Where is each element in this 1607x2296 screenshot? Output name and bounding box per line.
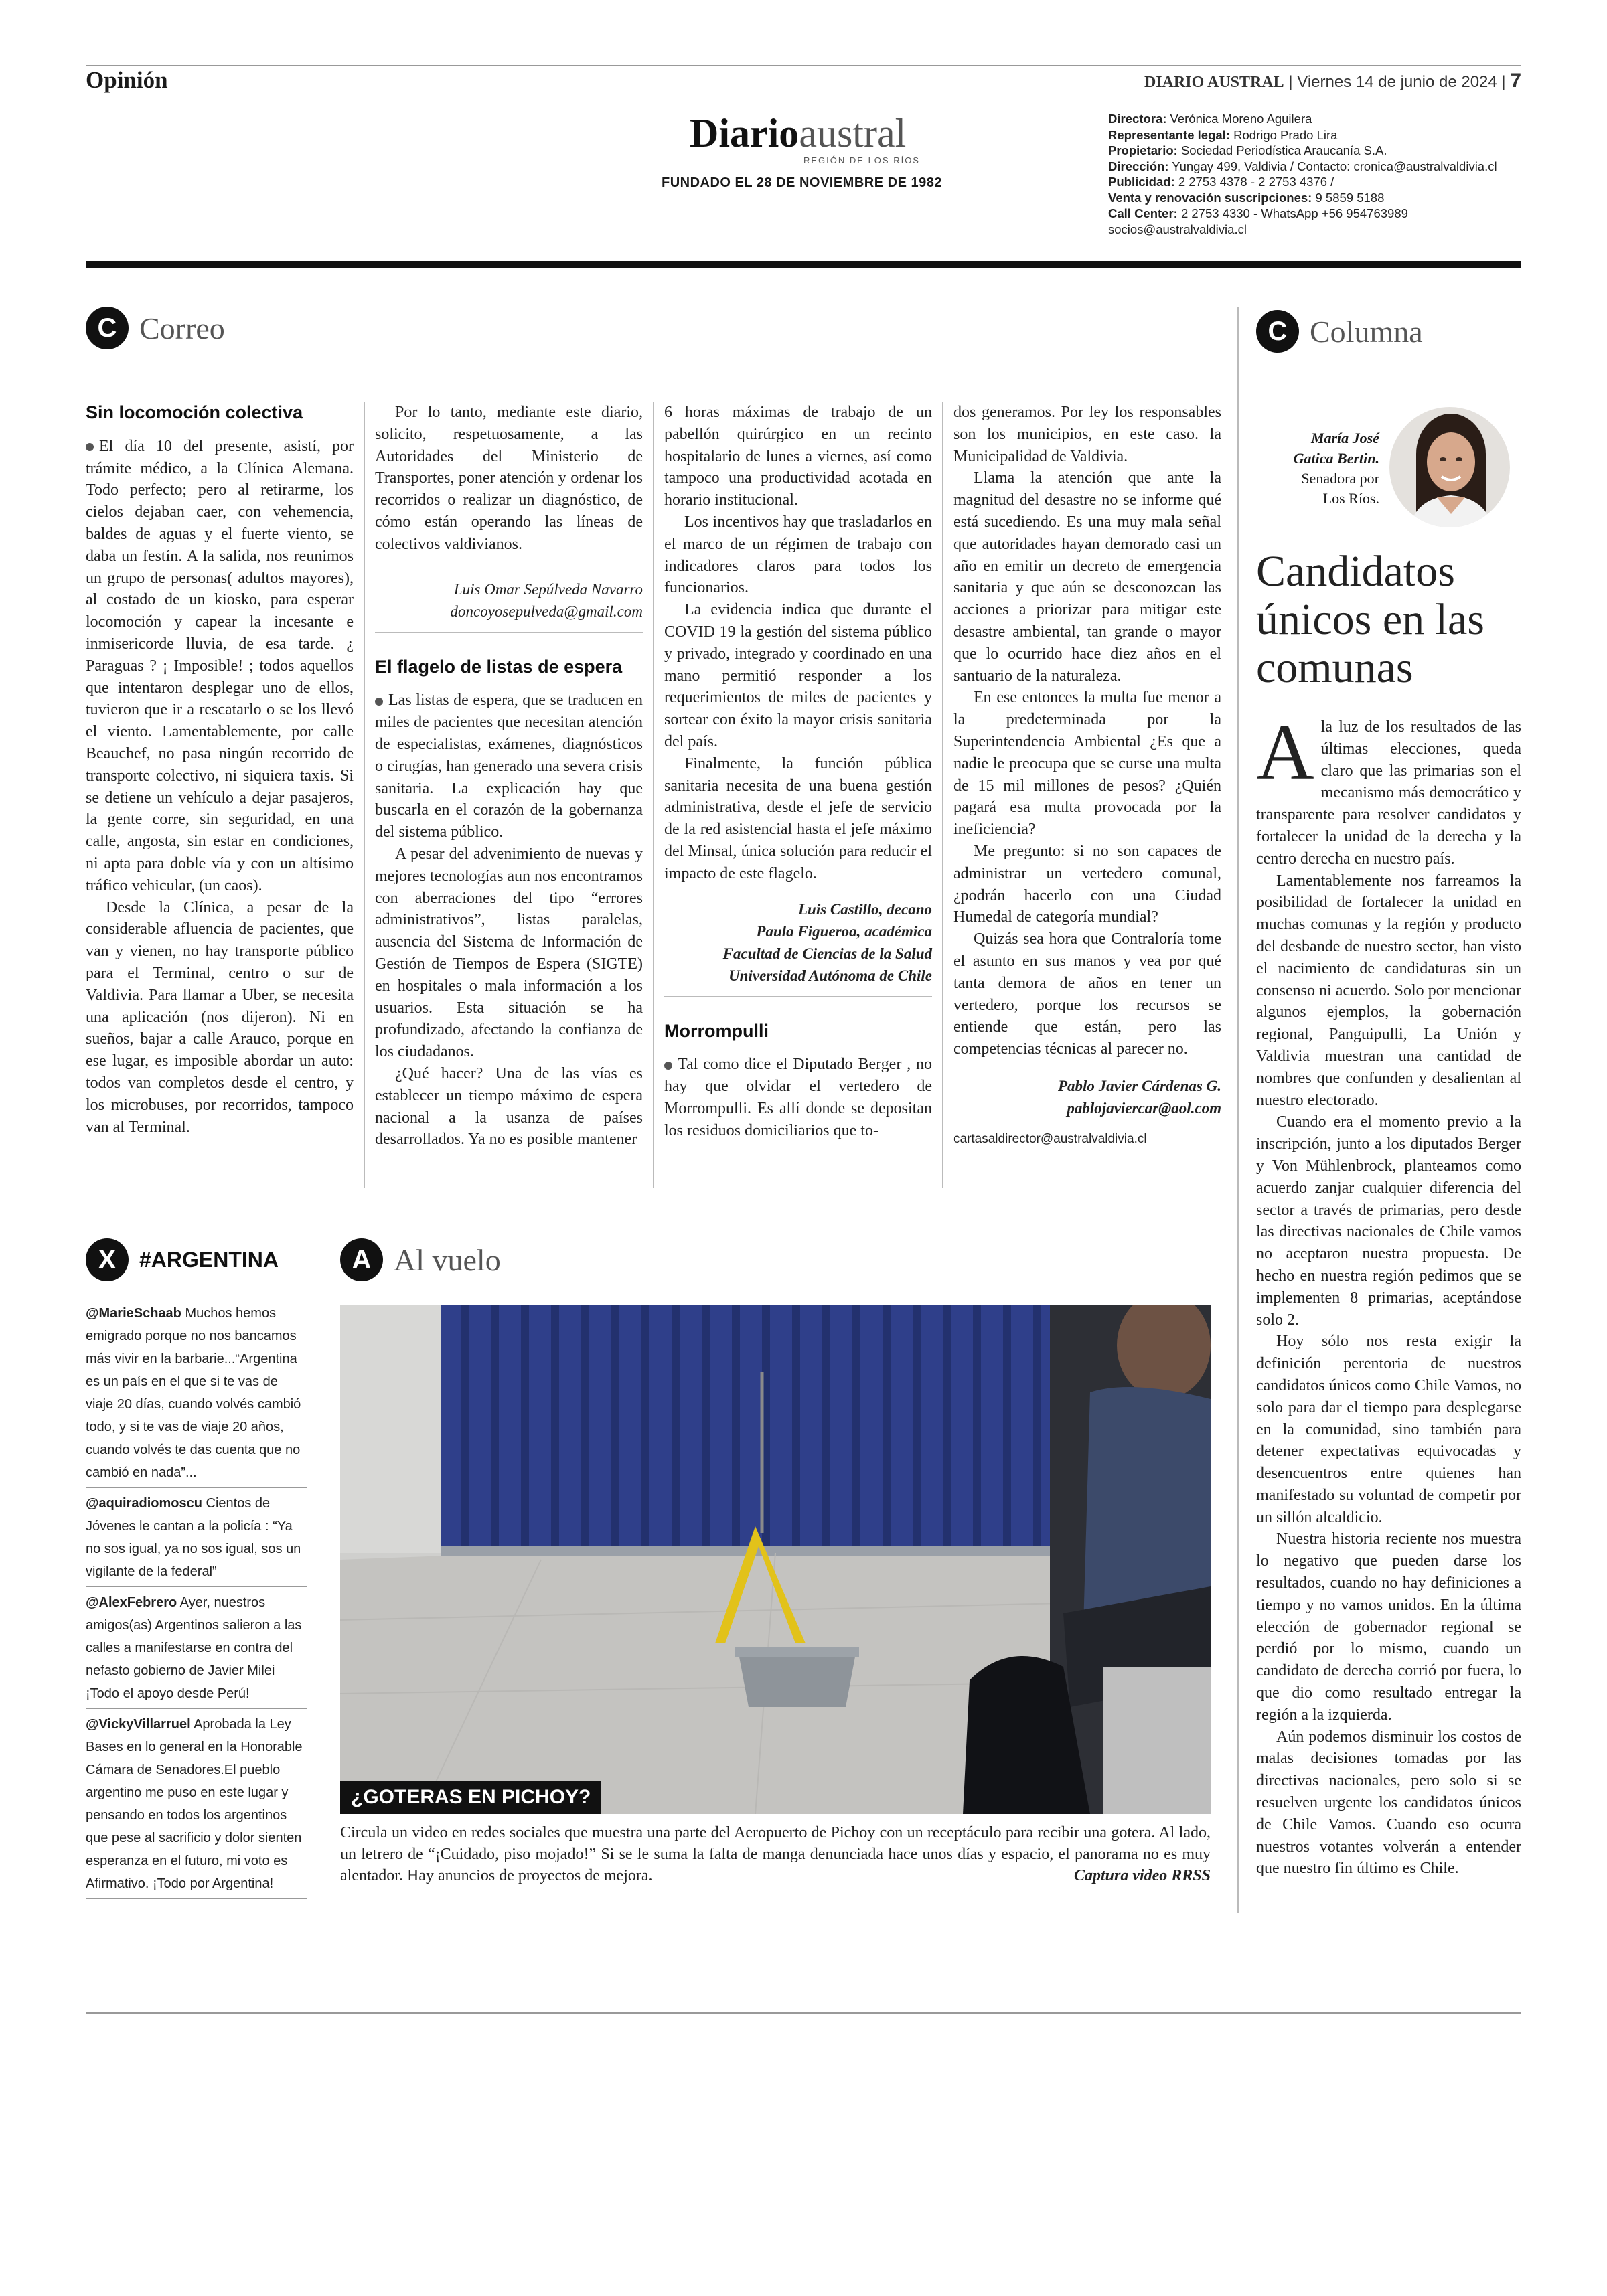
- airport-photo: [340, 1305, 1211, 1814]
- masthead-row: Venta y renovación suscripciones: 9 5859 5188: [1108, 190, 1385, 205]
- tweet-handle[interactable]: @MarieSchaab: [86, 1306, 181, 1321]
- masthead: [1108, 111, 1523, 237]
- letter-divider: [375, 632, 643, 633]
- letter-signature: Luis Omar Sepúlveda Navarro doncoyosepulveda@gmail.com: [450, 580, 643, 620]
- columna-divider: [1237, 307, 1239, 1913]
- letter-signature: Luis Castillo, decano Paula Figueroa, académica Facultad de Ciencias de la Salud Universidad Autónoma de Chile: [722, 900, 932, 984]
- letter-paragraph: dos generamos. Por ley los responsables son los municipios, en este caso. la Municipalidad de Valdivia.: [953, 404, 1221, 465]
- tweet: @aquiradiomoscu Cientos de Jóvenes le cantan a la policía : “Ya no sos igual, ya no sos igual, sos un vigilante de la federal”: [86, 1496, 301, 1579]
- letter-paragraph: 6 horas máximas de trabajo de un pabellón quirúrgico en un recinto hospitalario de lunes a viernes, así como tampoco una productividad acotada en horario institucional.: [664, 404, 932, 509]
- author-role: Senadora por Los Ríos.: [1301, 470, 1379, 507]
- logo-subtitle: REGIÓN DE LOS RÍOS: [804, 155, 920, 165]
- contact-email[interactable]: cartasaldirector@australvaldivia.cl: [953, 1131, 1147, 1146]
- masthead-row: socios@australvaldivia.cl: [1108, 222, 1247, 236]
- letter-paragraph: ¿Qué hacer? Una de las vías es establecer un tiempo máximo de espera nacional a la usanza de países desarrollados. Ya no es posible mantener: [375, 1064, 643, 1149]
- publication-line: DIARIO AUSTRAL | Viernes 14 de junio de 2024 | 7: [1144, 70, 1521, 92]
- column-headline: Candidatos únicos en las comunas: [1256, 547, 1484, 692]
- header-top-rule: [86, 65, 1521, 66]
- tweet-divider: [86, 1586, 307, 1587]
- tweet-divider: [86, 1708, 307, 1709]
- letter-paragraph: A pesar del advenimiento de nuevas y mejores tecnologías aun nos encontramos con aberraciones del tipo “errores administrativos”, listas paralelas, ausencia del Sistema de Información de Gestión de Tiempos de Espera (SIGTE) en hospitales o mala información a los usuarios. Esta situación se ha profundizado, afectando la confianza de los ciudadanos.: [375, 845, 643, 1061]
- letter-paragraph: En ese entonces la multa fue menor a la predeterminada por la Superintendencia Ambiental ¿Es que a nadie le preocupa que se curse una multa de 15 mil millones de pesos? ¿Quién pagará esa multa provocada por la ineficiencia?: [953, 689, 1221, 839]
- letter-paragraph: Los incentivos hay que trasladarlos en el marco de un régimen de trabajo con indicadores claros para todos los funcionarios.: [664, 513, 932, 597]
- letter-paragraph: Las listas de espera, que se traducen en miles de pacientes que necesitan atención de especialistas, exámenes, diagnósticos o cirugías, han generado una severa crisis sanitaria. La explicación hay que buscarla en el corazón de la gobernanza del sistema público.: [375, 691, 643, 841]
- correo-title: Correo: [139, 311, 225, 345]
- letter-paragraph: Tal como dice el Diputado Berger , no hay que olvidar el vertedero de Morrompulli. Es allí donde se depositan los residuos domiciliarios que to-: [664, 1056, 932, 1139]
- masthead-row: Publicidad: 2 2753 4378 - 2 2753 4376 /: [1108, 175, 1334, 189]
- tweet-handle[interactable]: @aquiradiomoscu: [86, 1496, 202, 1511]
- page-number: 7: [1510, 70, 1521, 92]
- correo-icon: C: [86, 307, 129, 349]
- correo-column-4: [953, 402, 1221, 1151]
- al-vuelo-icon: A: [340, 1238, 383, 1281]
- section-label: Opinión: [86, 67, 168, 93]
- masthead-row: Dirección: Yungay 499, Valdivia / Contacto: cronica@australvaldivia.cl: [1108, 159, 1497, 173]
- photo-caption: Circula un video en redes sociales que muestra una parte del Aeropuerto de Pichoy con un receptáculo para recibir una gotera. Al lado, un letrero de “¡Cuidado, piso mojado!” Si se le suma la falta de manga denunciada hace unos días y espacio, el panorama no es muy alentador. Hay anuncios de proyectos de mejora. Captura video RRSS: [340, 1822, 1211, 1886]
- masthead-row: Call Center: 2 2753 4330 - WhatsApp +56 954763989: [1108, 206, 1408, 220]
- column-paragraph: Hoy sólo nos resta exigir la definición perentoria de nuestros candidatos únicos como Chile Vamos, no solo para dar el tiempo para desplegarse en la comunidad, sino también para detener expectativas equivocadas y desencuentros entre quienes han manifestado su voluntad de competir por un sillón alcaldicio.: [1256, 1333, 1521, 1526]
- photo-credit: Captura video RRSS: [1073, 1867, 1211, 1884]
- founded-line: FUNDADO EL 28 DE NOVIEMBRE DE 1982: [662, 175, 942, 190]
- bullet-icon: [664, 1062, 672, 1070]
- correo-column-3: [664, 402, 932, 1142]
- letter-paragraph: Llama la atención que ante la magnitud del desastre no se informe qué está sucediendo. Es una muy mala señal que autoridades hayan demorado casi un año en emitir un decreto de emergencia sanitaria y que aún se desconozcan las acciones a priorizar para mitigar este desastre ambiental, tan grande o mayor que lo ocurrido hace diez años en el santuario de la naturaleza.: [953, 469, 1221, 685]
- tweet-divider: [86, 1898, 307, 1899]
- tweet: @AlexFebrero Ayer, nuestros amigos(as) Argentinos salieron a las calles a manifestarse en contra del nefasto gobierno de Javier Milei ¡Todo el apoyo desde Perú!: [86, 1595, 302, 1701]
- letter-divider: [664, 996, 932, 997]
- x-logo-icon: X: [86, 1238, 129, 1281]
- column-divider: [653, 402, 654, 1188]
- dropcap: A: [1256, 708, 1314, 797]
- letter-paragraph: Me pregunto: si no son capaces de administrar un vertedero comunal, ¿podrán hacerlo con una Ciudad Humedal de categoría mundial?: [953, 842, 1221, 926]
- columna-header: [1256, 310, 1423, 353]
- tweet-handle[interactable]: @VickyVillarruel: [86, 1717, 191, 1732]
- argentina-header: [86, 1238, 279, 1281]
- tweet: @VickyVillarruel Aprobada la Ley Bases en lo general en la Honorable Cámara de Senadores.El pueblo argentino me puso en este lugar y pensando en todos los argentinos que pese al sacrificio y dolor sienten esperanza en el futuro, mi voto es Afirmativo. ¡Todo por Argentina!: [86, 1717, 303, 1891]
- al-vuelo-header: [340, 1238, 501, 1281]
- column-divider: [364, 402, 365, 1188]
- newspaper-logo: Diarioaustral: [690, 111, 907, 155]
- letter-paragraph: Desde la Clínica, a pesar de la considerable afluencia de pacientes, que van y vienen, no hay transporte público para el Terminal, centro o sur de Valdivia. Para llamar a Uber, se necesita una aplicación (nos dijeron). Ni en sueños, bajar a calle Arauco, porque en ese lugar, es imposible abordar un auto: todos van completos desde el centro, y los microbuses, por recorridos, tampoco van al Terminal.: [86, 898, 354, 1136]
- column-paragraph: Nuestra historia reciente nos muestra lo negativo que pueden darse los resultados, cuando no hay definiciones a tiempo y no vamos unidos. En la última elección de gobernador regional se perdió por lo mismo, cuando un candidato de derecha corrió por fuera, lo que dio como resultado entregar la región a la izquierda.: [1256, 1530, 1521, 1724]
- column-paragraph: Cuando era el momento previo a la inscripción, junto a los diputados Berger y Von Mühlenbrock, planteamos como acuerdo zanjar cualquier diferencia del sector a través de primarias, pero desde las directivas nacionales de Chile vamos no aceptaron nuestra propuesta. De hecho en nuestra región pedimos que se implementen 8 primarias, aceptándose solo 2.: [1256, 1113, 1521, 1329]
- tweet-list: [86, 1302, 307, 1903]
- publication-date: Viernes 14 de junio de 2024: [1297, 73, 1497, 91]
- letter-paragraph: Finalmente, la función pública sanitaria necesita de una buena gestión administrativa, desde el jefe de servicio de la red asistencial hasta el jefe máximo del Minsal, única solución para reducir el impacto de este flagelo.: [664, 754, 932, 882]
- letter-paragraph: La evidencia indica que durante el COVID 19 la gestión del sistema público y privado, integrado y coordinado en una mano permitió responder a los requerimientos de miles de pacientes y sortear con éxito la mayor crisis sanitaria del país.: [664, 601, 932, 750]
- bullet-icon: [86, 443, 94, 451]
- column-paragraph: Lamentablemente nos farreamos la posibilidad de fortalecer la unidad en muchas comunas y la región y producto del desbande de nuestro sector, han visto el nacimiento de candidaturas sin un consenso ni acuerdo. Solo por mencionar algunos ejemplos, la gobernación regional, Panguipulli, La Unión y Valdivia muestran una cantidad de nombres que confunden y desalientan al nuestro electorado.: [1256, 872, 1521, 1109]
- masthead-row: Propietario: Sociedad Periodística Araucanía S.A.: [1108, 143, 1387, 157]
- column-paragraph: A la luz de los resultados de las últimas elecciones, queda claro que las primarias son el mecanismo más democrático y transparente para resolver candidatos y fortalecer la unidad de la derecha y la centro derecha en nuestro país.: [1256, 708, 1521, 868]
- bullet-icon: [375, 698, 383, 706]
- correo-column-2: [375, 402, 643, 1151]
- photo-label: ¿GOTERAS EN PICHOY?: [340, 1781, 601, 1814]
- footer-rule: [86, 2012, 1521, 2014]
- author-name: María José Gatica Bertin.: [1293, 430, 1379, 467]
- column-body: [1256, 708, 1521, 1880]
- tweet-handle[interactable]: @AlexFebrero: [86, 1595, 177, 1610]
- al-vuelo-title: Al vuelo: [394, 1242, 501, 1277]
- argentina-title: #ARGENTINA: [139, 1247, 279, 1272]
- correo-column-1: [86, 402, 354, 1138]
- column-paragraph: Aún podemos disminuir los costos de malas decisiones tomadas por las directivas nacionales, pero solo si se resuelven urgente los candidatos únicos de Chile Vamos. Cuando eso ocurra nuestros votantes volverán a entender que nuestro fin último es Chile.: [1256, 1728, 1521, 1878]
- correo-header: [86, 307, 225, 349]
- letter-title: El flagelo de listas de espera: [375, 656, 623, 677]
- columna-icon: C: [1256, 310, 1299, 353]
- letter-title: Morrompulli: [664, 1020, 769, 1041]
- header-bottom-rule: [86, 261, 1521, 268]
- publication-name: DIARIO AUSTRAL: [1144, 74, 1284, 91]
- author-portrait: [1389, 407, 1510, 527]
- masthead-row: Directora: Verónica Moreno Aguilera: [1108, 112, 1312, 126]
- tweet: @MarieSchaab Muchos hemos emigrado porque no nos bancamos más vivir en la barbarie...“Argentina es un país en el que si te vas de viaje 20 días, cuando volvés cambió todo, y si te vas de viaje 20 años, cuando volvés te das cuenta que no cambió en nada”...: [86, 1306, 301, 1480]
- airport-photo-illustration: [340, 1305, 1211, 1814]
- letter-paragraph: Quizás sea hora que Contraloría tome el asunto en sus manos y vea por qué tanta demora de años en tener un vertedero, porque los recursos se entiende que están, pero las competencias técnicas al parecer no.: [953, 930, 1221, 1058]
- letter-paragraph: Por lo tanto, mediante este diario, solicito, respetuosamente, a las Autoridades del Ministerio de Transportes, poner atención y ordenar los recorridos o realizar un diagnóstico, de cómo están operando las líneas de colectivos valdivianos.: [375, 404, 643, 553]
- letter-paragraph: El día 10 del presente, asistí, por trámite médico, a la Clínica Alemana. Todo perfecto; pero al retirarme, los cielos dejaban caer, con vehemencia, baldes de aguas y el fuerte viento, se daba un festín. A la salida, nos reunimos un grupo de personas( adultos mayores), al costado de un kiosko, para esperar locomoción y capear la incesante e inmisericorde lluvia, de esa tarde. ¿ Paraguas ? ¡ Imposible! ; todos aquellos que intentaron desplegar uno de ellos, tuvieron que ir a rescatarlo o se los llevó el viento. Lamentablemente, por calle Beauchef, no pasa ningún recorrido de transporte colectivo, ni siquiera taxis. Si se detiene un vehículo a dejar pasajeros, la gente corre, sin seguridad, en una calle, angosta, sin estar en condiciones, ni apta para doble vía y con un altísimo tráfico vehicular, (un caos).: [86, 437, 354, 894]
- masthead-row: Representante legal: Rodrigo Prado Lira: [1108, 127, 1338, 142]
- column-divider: [942, 402, 943, 1188]
- columna-title: Columna: [1310, 314, 1423, 349]
- tweet-divider: [86, 1487, 307, 1488]
- letter-signature: Pablo Javier Cárdenas G. pablojaviercar@aol.com: [1057, 1077, 1221, 1117]
- letter-title: Sin locomoción colectiva: [86, 402, 303, 422]
